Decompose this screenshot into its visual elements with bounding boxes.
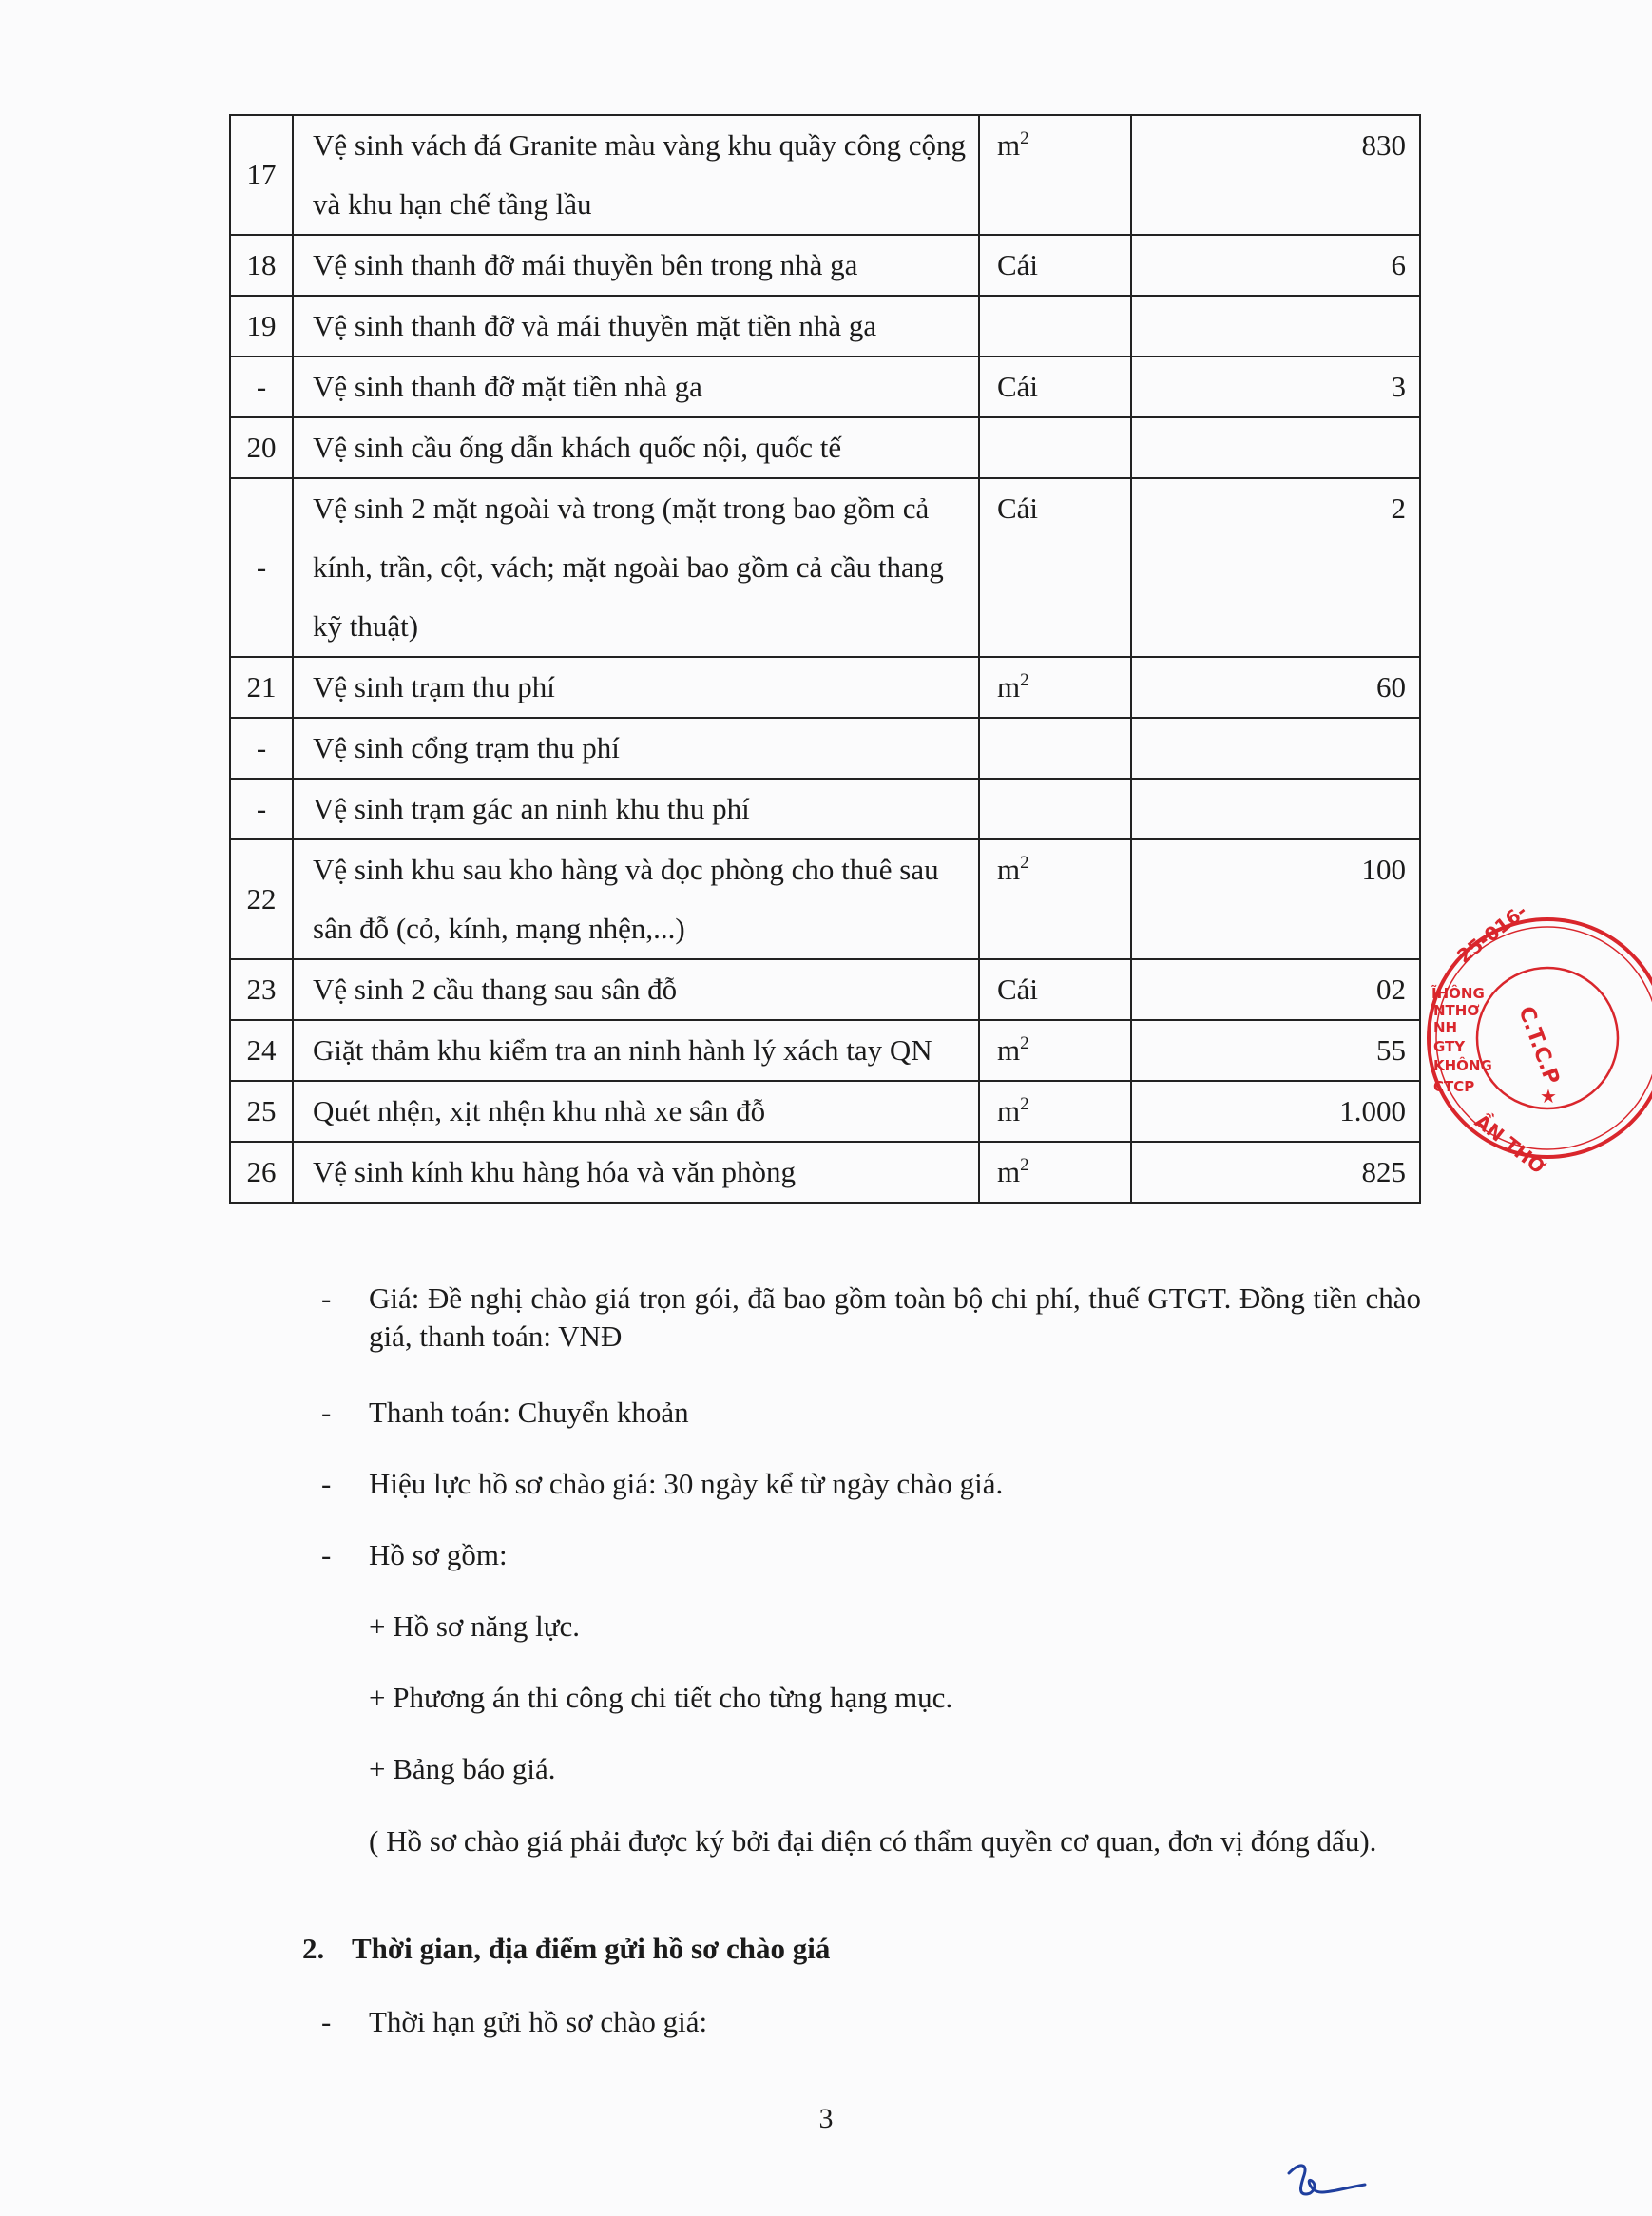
row-unit (979, 657, 1131, 718)
row-quantity (1131, 779, 1420, 839)
row-unit-base: m (997, 128, 1021, 162)
sub-item-capability: + Hồ sơ năng lực. (369, 1609, 581, 1643)
svg-text:★: ★ (1540, 1085, 1557, 1108)
row-number: 20 (230, 417, 293, 478)
table-row (230, 1142, 1420, 1203)
section-heading (302, 1930, 830, 1968)
row-unit-base: m (997, 853, 1021, 886)
row-unit (979, 1081, 1131, 1142)
table-row (230, 779, 1420, 839)
row-description: Vệ sinh vách đá Granite màu vàng khu quầy công cộng và khu hạn chế tầng lầu (293, 115, 979, 235)
row-unit (979, 115, 1131, 235)
signature-note: ( Hồ sơ chào giá phải được ký bởi đại diện có thẩm quyền cơ quan, đơn vị đóng dấu). (369, 1824, 1377, 1858)
row-number: 26 (230, 1142, 293, 1203)
row-number: 22 (230, 839, 293, 959)
row-quantity: 02 (1131, 959, 1420, 1020)
section-title: Thời gian, địa điểm gửi hồ sơ chào giá (352, 1932, 831, 1965)
row-number: 23 (230, 959, 293, 1020)
row-quantity: 55 (1131, 1020, 1420, 1081)
row-number: - (230, 478, 293, 657)
row-unit (979, 417, 1131, 478)
row-description: Vệ sinh cầu ống dẫn khách quốc nội, quốc tế (293, 417, 979, 478)
svg-text:CTCP: CTCP (1433, 1078, 1475, 1095)
row-unit (979, 1020, 1131, 1081)
bullet-documents-text: - Hồ sơ gồm: (369, 1538, 508, 1571)
svg-text:ẦN THƠ: ẦN THƠ (1470, 1109, 1550, 1179)
work-items-table (229, 114, 1421, 1204)
row-number: 17 (230, 115, 293, 235)
table-row (230, 1020, 1420, 1081)
svg-text:GTY: GTY (1433, 1038, 1466, 1055)
sub-item-quotation: + Bảng báo giá. (369, 1752, 556, 1785)
row-unit (979, 356, 1131, 417)
row-unit-base: m (997, 1155, 1021, 1188)
row-unit-base: m (997, 670, 1021, 703)
row-quantity (1131, 296, 1420, 356)
row-description: Quét nhện, xịt nhện khu nhà xe sân đỗ (293, 1081, 979, 1142)
table-row (230, 235, 1420, 296)
row-unit (979, 839, 1131, 959)
svg-text:NH: NH (1433, 1019, 1458, 1036)
row-unit-base: Cái (997, 248, 1039, 281)
row-description: Vệ sinh khu sau kho hàng và dọc phòng cho thuê sau sân đỗ (cỏ, kính, mạng nhện,...) (293, 839, 979, 959)
table-row (230, 296, 1420, 356)
sub-item-method: + Phương án thi công chi tiết cho từng hạng mục. (369, 1681, 953, 1714)
row-unit (979, 296, 1131, 356)
table-body (230, 115, 1420, 1203)
table-row (230, 115, 1420, 235)
row-number: 19 (230, 296, 293, 356)
row-unit (979, 959, 1131, 1020)
row-description: Vệ sinh trạm thu phí (293, 657, 979, 718)
bullet-deadline-text: - Thời hạn gửi hồ sơ chào giá: (369, 2005, 708, 2038)
row-description: Vệ sinh thanh đỡ mái thuyền bên trong nhà ga (293, 235, 979, 296)
table-row (230, 718, 1420, 779)
row-unit-superscript: 2 (1020, 1154, 1029, 1175)
row-quantity: 830 (1131, 115, 1420, 235)
row-unit (979, 235, 1131, 296)
row-number: - (230, 779, 293, 839)
row-quantity (1131, 417, 1420, 478)
row-unit (979, 718, 1131, 779)
row-unit-base: m (997, 1094, 1021, 1127)
row-number: - (230, 356, 293, 417)
row-description: Vệ sinh kính khu hàng hóa và văn phòng (293, 1142, 979, 1203)
row-number: - (230, 718, 293, 779)
bullet-documents (323, 1536, 1421, 1574)
row-quantity: 100 (1131, 839, 1420, 959)
row-unit-superscript: 2 (1020, 1032, 1029, 1053)
svg-text:KHÔNG: KHÔNG (1433, 1057, 1492, 1074)
row-description: Vệ sinh cổng trạm thu phí (293, 718, 979, 779)
handwritten-initials-icon (1283, 2156, 1369, 2204)
row-description: Vệ sinh 2 mặt ngoài và trong (mặt trong bao gồm cả kính, trần, cột, vách; mặt ngoài bao gồm cả cầu thang kỹ thuật) (293, 478, 979, 657)
row-description: Vệ sinh thanh đỡ mặt tiền nhà ga (293, 356, 979, 417)
row-number: 18 (230, 235, 293, 296)
bullet-payment (323, 1394, 1421, 1432)
row-unit-base: Cái (997, 491, 1039, 525)
row-number: 21 (230, 657, 293, 718)
page-number: 3 (818, 2103, 834, 2134)
row-quantity: 1.000 (1131, 1081, 1420, 1142)
company-stamp-icon (1414, 896, 1564, 1181)
row-description: Vệ sinh 2 cầu thang sau sân đỗ (293, 959, 979, 1020)
table-row (230, 657, 1420, 718)
row-unit-base: Cái (997, 973, 1039, 1006)
table-row (230, 1081, 1420, 1142)
row-quantity: 2 (1131, 478, 1420, 657)
section-number: 2. (302, 1932, 325, 1965)
svg-text:25-016-: 25-016- (1452, 898, 1531, 968)
row-number: 25 (230, 1081, 293, 1142)
svg-text:NTHƠ: NTHƠ (1433, 1002, 1480, 1019)
row-unit-superscript: 2 (1020, 127, 1029, 148)
row-description: Vệ sinh trạm gác an ninh khu thu phí (293, 779, 979, 839)
row-unit-base: m (997, 1033, 1021, 1067)
row-description: Giặt thảm khu kiểm tra an ninh hành lý xách tay QN (293, 1020, 979, 1081)
table-row (230, 839, 1420, 959)
table-row (230, 478, 1420, 657)
table-row (230, 417, 1420, 478)
bullet-payment-text: - Thanh toán: Chuyển khoản (369, 1396, 689, 1429)
row-quantity (1131, 718, 1420, 779)
row-unit-superscript: 2 (1020, 1093, 1029, 1114)
row-unit (979, 1142, 1131, 1203)
row-unit-superscript: 2 (1020, 669, 1029, 690)
row-quantity: 3 (1131, 356, 1420, 417)
row-unit (979, 779, 1131, 839)
table-row (230, 959, 1420, 1020)
bullet-validity-text: - Hiệu lực hồ sơ chào giá: 30 ngày kể từ ngày chào giá. (369, 1467, 1004, 1500)
bullet-deadline (323, 2003, 1421, 2041)
row-quantity: 825 (1131, 1142, 1420, 1203)
row-description: Vệ sinh thanh đỡ và mái thuyền mặt tiền nhà ga (293, 296, 979, 356)
row-number: 24 (230, 1020, 293, 1081)
svg-text:C.T.C.P: C.T.C.P (1513, 1003, 1564, 1089)
bullet-validity (323, 1465, 1421, 1503)
svg-text:ĨHÔNG: ĨHÔNG (1431, 985, 1485, 1002)
row-quantity: 6 (1131, 235, 1420, 296)
row-quantity: 60 (1131, 657, 1420, 718)
bullet-price (323, 1280, 1421, 1356)
bullet-price-text: - Giá: Đề nghị chào giá trọn gói, đã bao gồm toàn bộ chi phí, thuế GTGT. Đồng tiền chào giá, thanh toán: VNĐ (369, 1281, 1421, 1353)
row-unit (979, 478, 1131, 657)
table-row (230, 356, 1420, 417)
row-unit-base: Cái (997, 370, 1039, 403)
row-unit-superscript: 2 (1020, 852, 1029, 873)
